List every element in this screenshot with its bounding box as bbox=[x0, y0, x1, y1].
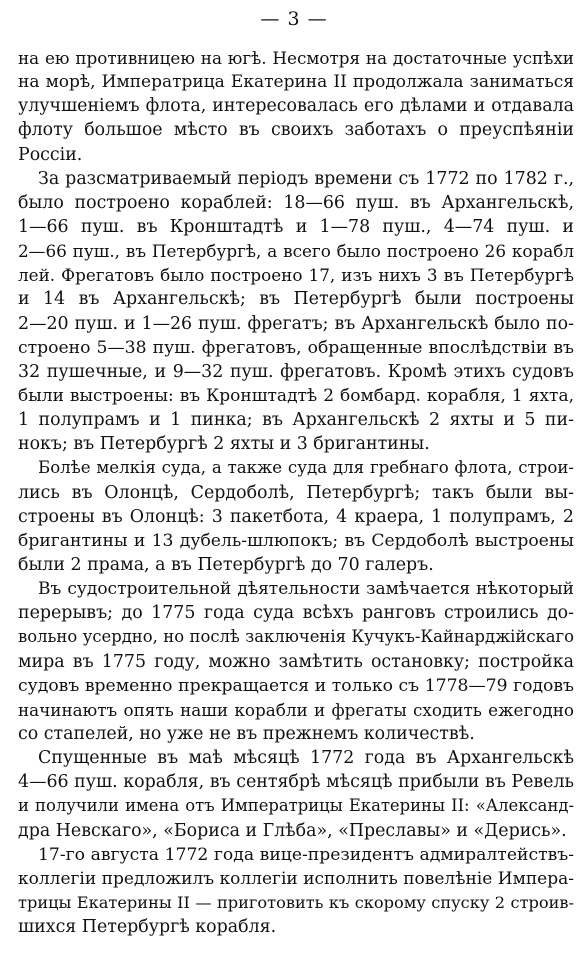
text-line: 2—66 пуш., въ Петербургѣ, а всего было построено 26 корабл bbox=[18, 241, 574, 262]
text-line: Болѣе мелкія суда, а также суда для гребнаго флота, строи- bbox=[38, 458, 574, 478]
text-line: перерывъ; до 1775 года суда всѣхъ ранговъ строились до- bbox=[18, 603, 574, 624]
text-line: улучшеніемъ флота, интересовалась его дѣлами и отдавала bbox=[18, 96, 574, 117]
text-line: 4—66 пуш. корабля, въ сентябрѣ мѣсяцѣ прибыли въ Ревель bbox=[18, 772, 574, 793]
page-number: — 3 — bbox=[260, 8, 328, 30]
text-line: и получили имена отъ Императрицы Екатерины II: «Александ- bbox=[18, 796, 574, 816]
text-line: строены въ Олонцѣ: 3 пакетбота, 4 краера, 1 полупрамъ, 2 bbox=[18, 506, 574, 527]
text-line: строено 5—38 пуш. фрегатовъ, обращенные впослѣдствіи въ bbox=[18, 337, 574, 358]
paragraph-2 bbox=[18, 167, 574, 457]
body-text bbox=[18, 46, 574, 939]
text-line: 17-го августа 1772 года вице-президентъ адмиралтействъ- bbox=[38, 844, 574, 865]
text-line: на ею противницею на югѣ. Несмотря на достаточные успѣхи bbox=[18, 48, 574, 68]
text-line: со стапелей, но уже не въ прежнемъ количествѣ. bbox=[18, 723, 475, 744]
text-line: на морѣ, Императрица Екатерина II продолжала заниматься bbox=[18, 72, 574, 93]
text-line: вольно усердно, но послѣ заключенія Кучукъ-Кайнарджійскаго bbox=[18, 627, 574, 647]
text-line: 2—20 пуш. и 1—26 пуш. фрегатъ; въ Архангельскѣ было по- bbox=[18, 313, 574, 334]
text-line: 32 пушечные, и 9—32 пуш. фрегатовъ. Кромѣ этихъ судовъ bbox=[18, 361, 574, 382]
text-line: лись въ Олонцѣ, Сердоболѣ, Петербургѣ; такъ были вы- bbox=[18, 482, 574, 503]
text-line: Въ судостроительной дѣятельности замѣчается нѣкоторый bbox=[38, 579, 574, 600]
text-line: и 14 въ Архангельскѣ; въ Петербургѣ были построены bbox=[18, 289, 574, 310]
text-line: судовъ временно прекращается и только съ 1778—79 годовъ bbox=[18, 675, 574, 696]
text-line: мира въ 1775 году, можно замѣтить остановку; постройка bbox=[18, 651, 574, 672]
text-line: За разсматриваемый періодъ времени съ 1772 по 1782 г., bbox=[38, 168, 574, 189]
paragraph-3 bbox=[18, 456, 574, 577]
text-line: бригантины и 13 дубель-шлюпокъ; въ Сердоболѣ выстроены bbox=[18, 530, 574, 551]
text-line: коллегіи предложилъ коллегіи исполнить повелѣніе Импера- bbox=[18, 868, 574, 889]
paragraph-1 bbox=[18, 46, 574, 167]
text-line: были выстроены: въ Кронштадтѣ 2 бомбард. корабля, 1 яхта, bbox=[18, 385, 574, 406]
text-line: было построено кораблей: 18—66 пуш. въ Архангельскѣ, bbox=[18, 192, 574, 213]
paragraph-5 bbox=[18, 746, 574, 843]
text-line: были 2 прама, а въ Петербургѣ до 70 галеръ. bbox=[18, 554, 434, 575]
text-line: 1 полупрамъ и 1 пинка; въ Архангельскѣ 2 яхты и 5 пи- bbox=[18, 410, 574, 431]
text-line: лей. Фрегатовъ было построено 17, изъ нихъ 3 въ Петербургѣ bbox=[18, 265, 574, 286]
paragraph-6 bbox=[18, 843, 574, 940]
text-line: Спущенные въ маѣ мѣсяцѣ 1772 года въ Архангельскѣ bbox=[38, 748, 574, 769]
text-line: начинаютъ опять наши корабли и фрегаты сходить ежегодно bbox=[18, 699, 574, 720]
text-line: шихся Петербургѣ корабля. bbox=[18, 917, 277, 938]
paragraph-4 bbox=[18, 577, 574, 746]
text-line: дра Невскаго», «Бориса и Глѣба», «Преславы» и «Дерись». bbox=[18, 820, 567, 841]
text-line: нокъ; въ Петербургѣ 2 яхты и 3 бригантины. bbox=[18, 434, 430, 455]
text-line: 1—66 пуш. въ Кронштадтѣ и 1—78 пуш., 4—74 пуш. и bbox=[18, 216, 574, 237]
text-line: Россіи. bbox=[18, 144, 83, 165]
text-line: флоту большое мѣсто въ своихъ заботахъ о преуспѣяніи bbox=[18, 120, 574, 141]
text-line: трицы Екатерины II — приготовить къ скорому спуску 2 строив- bbox=[18, 892, 574, 912]
